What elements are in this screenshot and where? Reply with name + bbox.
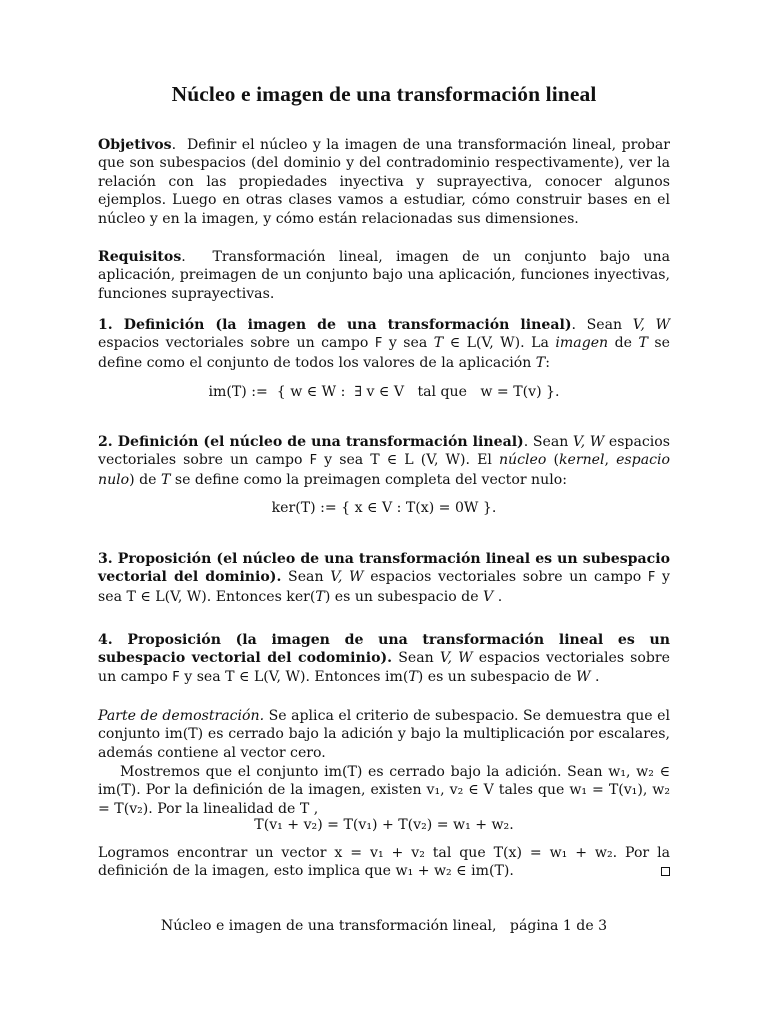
definition-2-text: . El — [465, 452, 499, 469]
definition-2-kernel-word: núcleo — [498, 452, 547, 469]
definition-1-image-word: imagen — [555, 335, 609, 352]
definition-2-text: y sea — [317, 452, 371, 469]
proposition-3-text: y sea — [98, 569, 670, 605]
proof-text-1: Se aplica el criterio de subespacio. Se demuestra que el conjunto im(T) es cerrado bajo la adición y bajo la multiplicación por escalares, además contiene al vector cero. — [98, 708, 670, 761]
proposition-3-text: Sean — [281, 569, 331, 586]
proof-label: Parte de demostración. — [98, 708, 265, 724]
proof-paragraph-2 — [98, 763, 670, 818]
footer-page-total: 3 — [598, 918, 608, 934]
proposition-3-vars: V, W — [330, 569, 364, 586]
proposition-3-text: Entonces ker( — [211, 588, 316, 605]
proposition-4-T: T — [408, 668, 418, 685]
footer-of: de — [576, 918, 594, 934]
kernel-definition-formula: ker(T) := { x ∈ V : T(x) = 0W }. — [271, 500, 497, 516]
field-symbol: F — [309, 453, 318, 469]
footer-page-label: página — [509, 918, 559, 934]
proposition-4-text: Sean — [392, 650, 440, 667]
definition-2-text: , — [604, 452, 617, 469]
field-symbol: F — [647, 570, 656, 586]
proposition-3-T: T — [315, 588, 325, 605]
definition-1-heading: 1. Definición (la imagen de una transformación lineal) — [98, 317, 572, 333]
definition-1-membership: ∈ L(V, W — [443, 335, 515, 352]
proof-paragraph-1 — [98, 707, 670, 762]
proposition-3-text: espacios vectoriales sobre un campo — [363, 569, 648, 586]
footer-page-number: 1 — [562, 918, 572, 934]
definition-2-null-word: espacio nulo — [98, 452, 670, 488]
proof-paragraph-3 — [98, 844, 670, 881]
proposition-4-membership: T ∈ L(V, W). — [225, 668, 310, 685]
definition-1-text: ). La — [514, 335, 556, 352]
requirements-paragraph: Requisitos. Transformación lineal, imagen de un conjunto bajo una aplicación, preimagen de un conjunto bajo una aplicación, funciones inyectivas, funciones suprayectivas. — [98, 249, 670, 302]
proposition-3-text: ) es un subespacio de — [324, 588, 484, 605]
definition-1-text: y sea — [382, 335, 434, 352]
requirements-label: Requisitos — [98, 249, 182, 265]
definition-1-text: Sean — [586, 317, 633, 333]
proposition-4-vars: V, W — [439, 650, 473, 667]
definition-2-text: ( — [546, 452, 559, 469]
image-definition-formula: im(T) := { w ∈ W : ∃ v ∈ V tal que w = T(v) }. — [208, 384, 560, 400]
proposition-4-text: Entonces im( — [309, 668, 409, 685]
definition-2-vars: V, W — [572, 434, 605, 450]
definition-2-heading: 2. Definición (el núcleo de una transformación lineal) — [98, 434, 524, 450]
definition-2-kernel-en: kernel — [558, 452, 605, 469]
proposition-3-heading: 3. Proposición (el núcleo de una transformación lineal es un subespacio vectorial del dominio). — [98, 551, 670, 586]
definition-2: 2. Definición (el núcleo de una transformación lineal). Sean V, W espacios vectoriales sobre un campo F y sea T ∈ L (V, W). El núcleo (kernel, espacio nulo) de T se define como la preimagen completa del vector nulo: — [98, 434, 670, 488]
definition-2-text: ) de — [129, 471, 161, 488]
page-footer — [98, 918, 670, 934]
definition-1: 1. Definición (la imagen de una transformación lineal). Sean V, W espacios vectoriales sobre un campo F y sea T ∈ L(V, W). La imagen de T se define como el conjunto de todos los valores de la aplicación T: — [98, 317, 670, 371]
qed-square-icon — [661, 867, 670, 876]
proposition-3-membership: T ∈ L(V, W). — [126, 588, 212, 605]
definition-1-text: de — [608, 335, 639, 352]
objectives-paragraph: Objetivos. Definir el núcleo y la imagen de una transformación lineal, probar que son subespacios (del dominio y del contradominio respectivamente), ver la relación con las propiedades inyectiva y suprayectiva, conocer algunos ejemplos. Luego en otras clases vamos a estudiar, cómo construir bases en el núcleo y en la imagen, y cómo están relacionadas sus dimensiones. — [98, 137, 670, 227]
definition-2-T: T — [160, 471, 171, 488]
objectives-text: Definir el núcleo y la imagen de una transformación lineal, probar que son subespacios (del dominio y del contradominio respectivamente), ver la relación con las propiedades inyectiva y suprayectiva, conocer algunos ejemplos. Luego en otras clases vamos a estudiar, cómo construir bases en el núcleo y en la imagen, y cómo están relacionadas sus dimensiones. — [98, 137, 670, 227]
requirements-text: Transformación lineal, imagen de un conjunto bajo una aplicación, preimagen de un conjunto bajo una aplicación, funciones inyectivas, funciones suprayectivas. — [98, 249, 670, 302]
proposition-4-text: ) es un subespacio de — [417, 668, 576, 685]
definition-1-T: T — [638, 335, 648, 352]
proposition-4-text: espacios vectoriales sobre un campo — [98, 650, 670, 685]
objectives-label: Objetivos — [98, 137, 172, 153]
field-symbol: F — [374, 336, 383, 352]
proposition-4-W: W — [575, 668, 591, 685]
definition-2-text: espacios vectoriales sobre un campo — [98, 434, 670, 469]
proposition-4 — [98, 631, 670, 687]
proposition-3-V: V — [483, 588, 494, 605]
definition-1-T: T — [535, 354, 546, 371]
proposition-3-text: . — [493, 588, 503, 605]
definition-1-text: se define como el conjunto de todos los valores de la aplicación — [98, 335, 670, 371]
definition-1-T: T — [433, 335, 444, 352]
definition-1-text: espacios vectoriales sobre un campo — [98, 335, 375, 352]
proposition-4-text: . — [590, 668, 600, 685]
definition-2-text: Sean — [532, 434, 573, 450]
definition-2-text: se define como la preimagen completa del vector nulo: — [170, 471, 567, 488]
proof-text-2: Mostremos que el conjunto im(T) es cerrado bajo la adición. Sean w₁, w₂ ∈ im(T). Por la definición de la imagen, existen v₁, v₂ ∈ V tales que w₁ = T(v₁), w₂ = T(v₂). Por la linealidad de T , — [98, 764, 670, 817]
field-symbol: F — [172, 669, 180, 685]
linearity-formula: T(v₁ + v₂) = T(v₁) + T(v₂) = w₁ + w₂. — [254, 817, 514, 833]
page-title: Núcleo e imagen de una transformación lineal — [171, 82, 597, 106]
definition-2-membership: T ∈ L (V, W) — [370, 452, 466, 469]
proposition-4-text: y sea — [179, 668, 226, 685]
proposition-3 — [98, 550, 670, 606]
proposition-4-heading: 4. Proposición (la imagen de una transformación lineal es un subespacio vectorial del codominio). — [98, 632, 670, 667]
definition-1-text: : — [545, 354, 550, 371]
footer-title: Núcleo e imagen de una transformación lineal, — [160, 918, 497, 934]
proof-text-3: Logramos encontrar un vector x = v₁ + v₂ tal que T(x) = w₁ + w₂. Por la definición de la imagen, esto implica que w₁ + w₂ ∈ im(T). — [98, 845, 670, 880]
definition-1-vars: V, W — [632, 317, 670, 333]
